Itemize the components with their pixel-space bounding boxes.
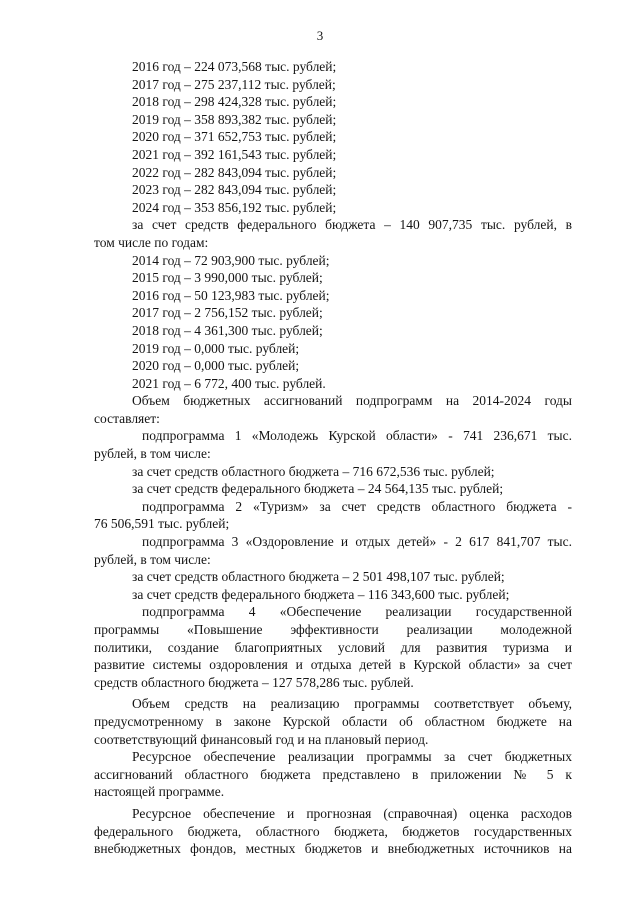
text-line: том числе по годам: — [94, 234, 209, 250]
text-line: 2019 год – 358 893,382 тыс. рублей; — [132, 111, 337, 127]
text-line: за счет средств федерального бюджета – 116 343,600 тыс. рублей; — [132, 586, 510, 602]
text-line: 2014 год – 72 903,900 тыс. рублей; — [132, 252, 330, 268]
text-line: за счет средств областного бюджета – 2 501 498,107 тыс. рублей; — [132, 569, 505, 585]
text-line: рублей, в том числе: — [94, 551, 211, 567]
text-line: 2020 год – 371 652,753 тыс. рублей; — [132, 129, 337, 145]
text-line: подпрограмма 4 «Обеспечение реализации государственной — [142, 604, 572, 620]
text-line: 76 506,591 тыс. рублей; — [94, 516, 230, 532]
text-line: подпрограмма 3 «Оздоровление и отдых детей» - 2 617 841,707 тыс. — [142, 534, 572, 550]
text-line: 2023 год – 282 843,094 тыс. рублей; — [132, 182, 337, 198]
text-line: ассигнований областного бюджета представлено в приложении № 5 к — [94, 766, 572, 782]
text-line: соответствующий финансовый год и на плановый период. — [94, 731, 429, 747]
text-line: 2024 год – 353 856,192 тыс. рублей; — [132, 199, 337, 215]
text-line: политики, создание благоприятных условий для развития туризма и — [94, 639, 572, 655]
text-line: рублей, в том числе: — [94, 446, 211, 462]
text-line: за счет средств федерального бюджета – 24 564,135 тыс. рублей; — [132, 481, 504, 497]
text-line: средств областного бюджета – 127 578,286 тыс. рублей. — [94, 674, 414, 690]
text-line: внебюджетных фондов, местных бюджетов и внебюджетных источников на — [94, 841, 572, 857]
text-line: предусмотренному в законе Курской области об областном бюджете на — [94, 713, 572, 729]
document-body — [94, 58, 572, 858]
text-line: Объем средств на реализацию программы соответствует объему, — [132, 696, 572, 712]
text-line: развитие системы оздоровления и отдыха детей в Курской области» за счет — [94, 657, 572, 673]
text-line: программы «Повышение эффективности реализации молодежной — [94, 622, 572, 637]
text-line: 2021 год – 392 161,543 тыс. рублей; — [132, 146, 337, 162]
text-line: 2015 год – 3 990,000 тыс. рублей; — [132, 270, 323, 286]
text-line: федерального бюджета, областного бюджета, бюджетов государственных — [94, 823, 572, 839]
text-line: настоящей программе. — [94, 784, 225, 800]
text-line: подпрограмма 1 «Молодежь Курской области» - 741 236,671 тыс. — [142, 428, 572, 444]
text-line: за счет средств областного бюджета – 716 672,536 тыс. рублей; — [132, 463, 495, 479]
text-line: 2018 год – 4 361,300 тыс. рублей; — [132, 322, 323, 338]
text-line: Ресурсное обеспечение реализации программы за счет бюджетных — [132, 749, 572, 765]
text-line: 2016 год – 224 073,568 тыс. рублей; — [132, 59, 337, 74]
text-line: 2016 год – 50 123,983 тыс. рублей; — [132, 287, 330, 303]
text-line: 2017 год – 2 756,152 тыс. рублей; — [132, 305, 323, 321]
text-line: за счет средств федерального бюджета – 140 907,735 тыс. рублей, в — [132, 217, 572, 233]
text-line: составляет: — [94, 410, 160, 426]
text-line: 2020 год – 0,000 тыс. рублей; — [132, 358, 300, 374]
text-line: Объем бюджетных ассигнований подпрограмм на 2014-2024 годы — [132, 393, 572, 409]
text-line: 2018 год – 298 424,328 тыс. рублей; — [132, 94, 337, 110]
text-line: Ресурсное обеспечение и прогнозная (справочная) оценка расходов — [132, 805, 572, 821]
text-line: 2017 год – 275 237,112 тыс. рублей; — [132, 76, 336, 92]
text-line: 2019 год – 0,000 тыс. рублей; — [132, 340, 300, 356]
text-line: 2022 год – 282 843,094 тыс. рублей; — [132, 164, 337, 180]
text-line: 2021 год – 6 772, 400 тыс. рублей. — [132, 375, 326, 391]
page-number: 3 — [316, 28, 324, 43]
text-line: подпрограмма 2 «Туризм» за счет средств областного бюджета - — [142, 498, 572, 514]
